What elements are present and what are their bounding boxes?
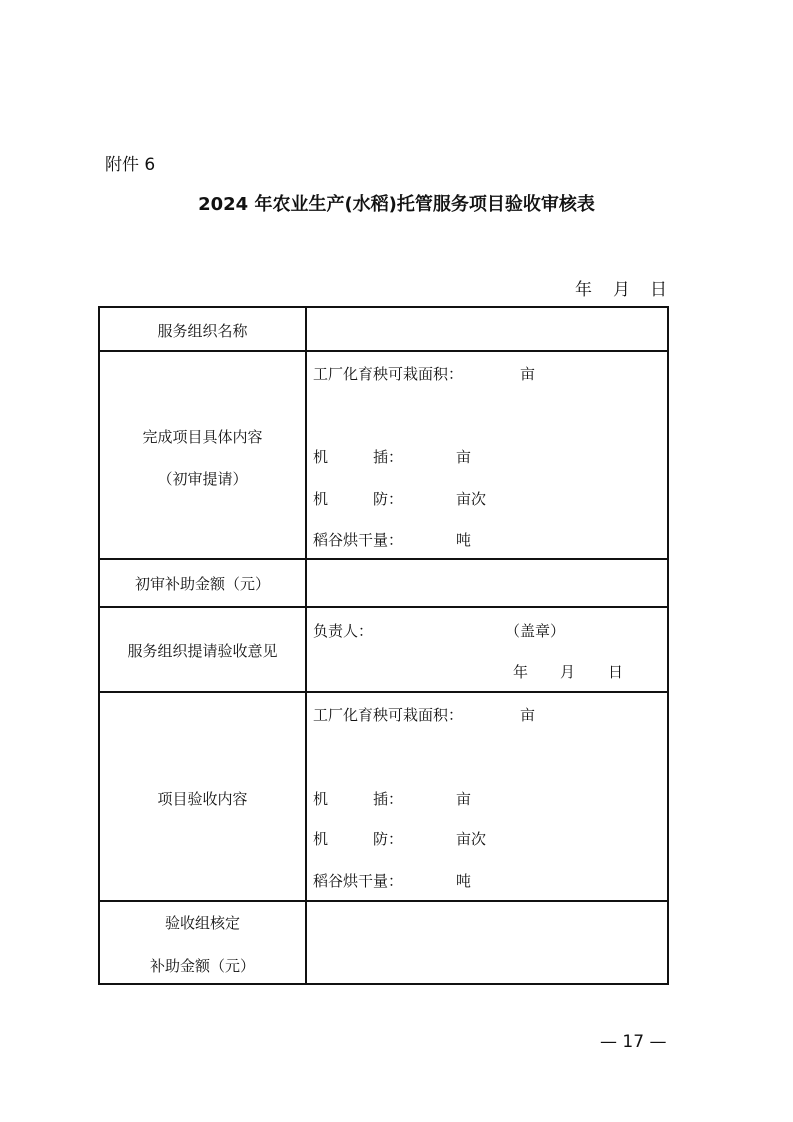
date-month: 月 [613, 280, 630, 300]
machine-prevent-label: 机 [313, 830, 329, 848]
date-day: 日 [650, 280, 667, 300]
audit-table [98, 306, 669, 985]
grain-drying-unit: 吨 [456, 872, 472, 890]
row-divider [100, 691, 667, 693]
acceptance-content-label: 项目验收内容 [157, 790, 248, 808]
row-divider [100, 558, 667, 560]
row-divider [100, 900, 667, 902]
machine-prevent-label: 防： [373, 490, 404, 508]
row-divider [100, 350, 667, 352]
approved-subsidy-amount-label: 补助金额（元） [149, 957, 255, 975]
machine-insert-unit: 亩 [456, 448, 472, 466]
opinion-date-year: 年 [513, 663, 529, 681]
grain-drying-label: 稻谷烘干量： [313, 531, 404, 549]
grain-drying-label: 稻谷烘干量： [313, 872, 404, 890]
column-divider [305, 308, 307, 983]
initial-review-label: （初审提请） [157, 470, 248, 488]
factory-seedling-unit: 亩 [520, 365, 536, 383]
machine-prevent-unit: 亩次 [456, 490, 487, 508]
opinion-date-day: 日 [608, 663, 624, 681]
page-number: — 17 — [600, 1032, 667, 1052]
factory-seedling-label: 工厂化育秧可栽面积： [313, 706, 464, 724]
page-title: 2024 年农业生产(水稻)托管服务项目验收审核表 [198, 194, 595, 215]
attachment-label: 附件 6 [105, 155, 156, 175]
machine-insert-label: 插： [373, 790, 404, 808]
date-year: 年 [575, 280, 592, 300]
acceptance-opinion-label: 服务组织提请验收意见 [127, 642, 278, 660]
approved-subsidy-label: 验收组核定 [164, 914, 240, 932]
machine-prevent-label: 防： [373, 830, 404, 848]
completed-content-label: 完成项目具体内容 [142, 428, 263, 446]
grain-drying-unit: 吨 [456, 531, 472, 549]
machine-insert-unit: 亩 [456, 790, 472, 808]
seal-label: （盖章） [505, 622, 566, 640]
machine-insert-label: 插： [373, 448, 404, 466]
initial-subsidy-label: 初审补助金额（元） [134, 575, 270, 593]
service-org-name-label: 服务组织名称 [157, 322, 248, 340]
factory-seedling-unit: 亩 [520, 706, 536, 724]
machine-prevent-label: 机 [313, 490, 329, 508]
responsible-person-label: 负责人： [313, 622, 374, 640]
opinion-date-month: 月 [560, 663, 576, 681]
machine-prevent-unit: 亩次 [456, 830, 487, 848]
machine-insert-label: 机 [313, 790, 329, 808]
machine-insert-label: 机 [313, 448, 329, 466]
factory-seedling-label: 工厂化育秧可栽面积： [313, 365, 464, 383]
row-divider [100, 606, 667, 608]
